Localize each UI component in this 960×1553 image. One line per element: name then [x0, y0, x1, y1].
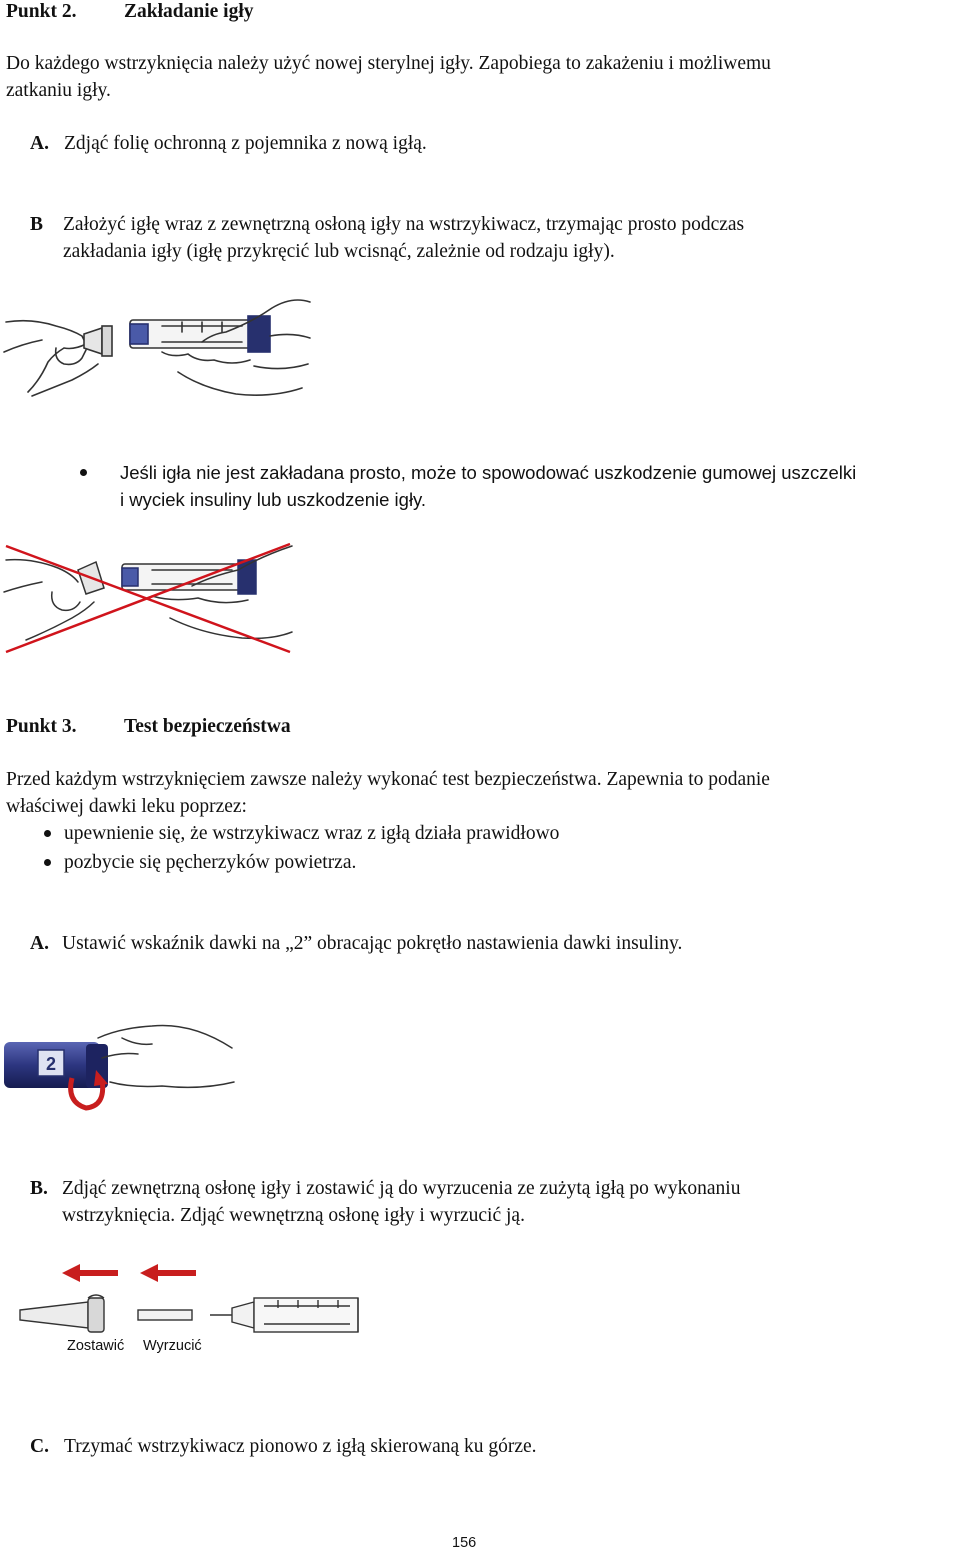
step2-b-letter: B: [30, 214, 44, 235]
step2-intro-line2: zatkaniu igły.: [6, 80, 111, 101]
check-bullet-2: [44, 859, 51, 866]
keep-label: Zostawić: [67, 1338, 125, 1354]
check-bullet-1: [44, 830, 51, 837]
step3-c-letter: C.: [30, 1436, 49, 1457]
warning-line1: Jeśli igła nie jest zakładana prosto, może to spowodować uszkodzenie gumowej uszczelki: [120, 462, 857, 483]
dose-window-value: 2: [45, 1054, 57, 1074]
step3-intro-line2: właściwej dawki leku poprzez:: [6, 796, 247, 817]
step3-b-line1: Zdjąć zewnętrzną osłonę igły i zostawić ją do wyrzucenia ze zużytą igłą po wykonaniu: [62, 1178, 741, 1199]
incorrect-attach-illustration: [2, 540, 294, 656]
step2-a-text: Zdjąć folię ochronną z pojemnika z nową igłą.: [64, 133, 427, 154]
dose-dial-illustration: [2, 1018, 242, 1122]
attach-needle-illustration: [2, 292, 312, 402]
step3-title: Test bezpieczeństwa: [124, 716, 291, 737]
check-item-2: pozbycie się pęcherzyków powietrza.: [64, 852, 357, 873]
step3-label: Punkt 3.: [6, 716, 77, 737]
step2-title: Zakładanie igły: [124, 1, 254, 22]
step3-b-letter: B.: [30, 1178, 48, 1199]
step2-b-line1: Założyć igłę wraz z zewnętrzną osłoną igły na wstrzykiwacz, trzymając prosto podczas: [63, 214, 745, 235]
step3-a-letter: A.: [30, 933, 49, 954]
page-number: 156: [452, 1535, 477, 1551]
discard-label: Wyrzucić: [143, 1338, 202, 1354]
step3-a-text: Ustawić wskaźnik dawki na „2” obracając pokrętło nastawienia dawki insuliny.: [62, 933, 683, 954]
step2-label: Punkt 2.: [6, 1, 77, 22]
step2-a-letter: A.: [30, 133, 49, 154]
step3-b-line2: wstrzyknięcia. Zdjąć wewnętrzną osłonę igły i wyrzucić ją.: [62, 1205, 525, 1226]
step3-intro-line1: Przed każdym wstrzyknięciem zawsze należy wykonać test bezpieczeństwa. Zapewnia to podanie: [6, 769, 770, 790]
step2-intro-line1: Do każdego wstrzyknięcia należy użyć nowej sterylnej igły. Zapobiega to zakażeniu i możliwemu: [6, 53, 771, 74]
warning-line2: i wyciek insuliny lub uszkodzenie igły.: [120, 489, 427, 510]
step3-c-text: Trzymać wstrzykiwacz pionowo z igłą skierowaną ku górze.: [64, 1436, 537, 1457]
warning-bullet: [80, 469, 87, 476]
step2-b-line2: zakładania igły (igłę przykręcić lub wcisnąć, zależnie od rodzaju igły).: [63, 241, 615, 262]
check-item-1: upewnienie się, że wstrzykiwacz wraz z igłą działa prawidłowo: [64, 823, 560, 844]
